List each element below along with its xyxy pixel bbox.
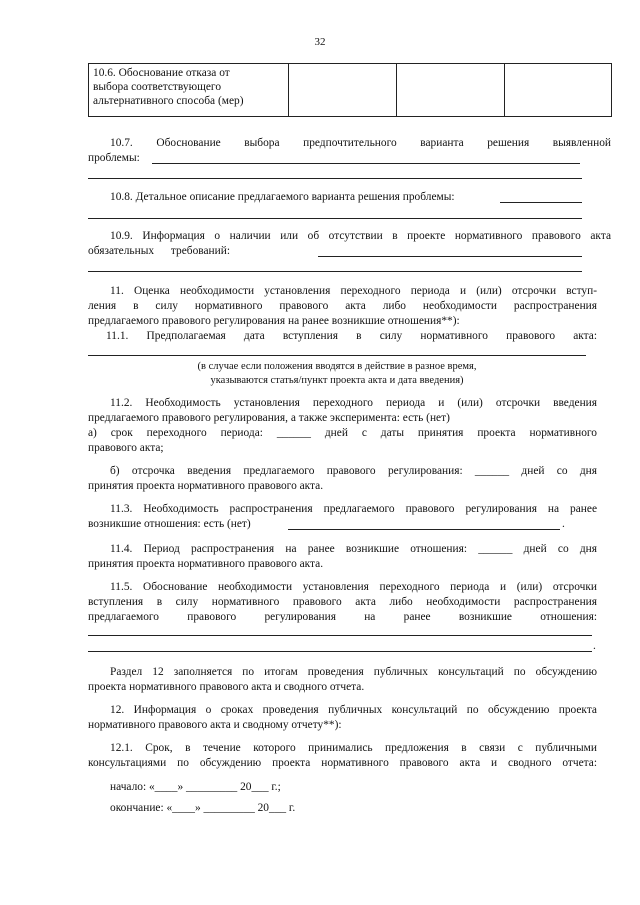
section-11-1-note1: (в случае если положения вводятся в действие в разное время, [197, 361, 477, 372]
section-11-5-line2: вступления в силу нормативного правового акта либо необходимости распространения [88, 596, 597, 608]
section-11-5-line3: предлагаемого правового регулирования на ранее возникшие отношения: [88, 611, 597, 623]
section-11-2-b1: б) отсрочка введения предлагаемого правового регулирования: ______ дней со дня [110, 465, 597, 477]
section-12-1-line1: 12.1. Срок, в течение которого принимались предложения в связи с публичными [110, 742, 597, 754]
section-12-1-end-date[interactable]: окончание: «____» _________ 20___ г. [110, 802, 296, 814]
answer-line[interactable] [152, 163, 580, 164]
section-10-7-line2: проблемы: [88, 152, 140, 164]
alternatives-table [88, 63, 612, 117]
answer-line[interactable] [88, 355, 586, 356]
table-row-label-line: альтернативного способа (мер) [93, 95, 244, 107]
section-11-line3: предлагаемого правового регулирования на ранее возникшие отношения**): [88, 315, 460, 327]
table-row-label [89, 64, 289, 117]
section-11-5-line1: 11.5. Обоснование необходимости установления переходного периода и (или) отсрочки [110, 581, 597, 593]
section-11-2-line1: 11.2. Необходимость установления переходного периода и (или) отсрочки введения [110, 397, 597, 409]
section-10-9-line1: 10.9. Информация о наличии или об отсутствии в проекте нормативного правового акта [110, 230, 611, 242]
table-row-label-line: 10.6. Обоснование отказа от [93, 67, 230, 79]
section-11-2-a1: а) срок переходного периода: ______ дней с даты принятия проекта нормативного [88, 427, 597, 439]
table-cell-empty[interactable] [289, 64, 397, 117]
section-11-3-line1: 11.3. Необходимость распространения предлагаемого правового регулирования на ранее [110, 503, 597, 515]
answer-line[interactable] [88, 178, 582, 179]
section-10-7-line1: 10.7. Обоснование выбора предпочтительного варианта решения выявленной [110, 137, 611, 149]
section-11-3-end: . [562, 518, 565, 530]
section-11-line2: ления в силу нормативного правового акта либо необходимости распространения [88, 300, 597, 312]
section-11-2-b2: принятия проекта нормативного правового акта. [88, 480, 324, 492]
answer-line[interactable] [88, 635, 592, 636]
section-12-intro-line2: проекта нормативного правового акта и сводного отчета. [88, 681, 365, 693]
section-11-1-line1: 11.1. Предполагаемая дата вступления в силу нормативного правового акта: [106, 330, 597, 342]
section-12-line1: 12. Информация о сроках проведения публичных консультаций по обсуждению проекта [110, 704, 597, 716]
table-cell-empty[interactable] [397, 64, 505, 117]
answer-line[interactable] [318, 256, 582, 257]
section-12-1-line2: консультациями по обсуждению проекта нормативного правового акта и сводного отчета: [88, 757, 597, 769]
section-11-5-end: . [593, 640, 596, 652]
section-11-2-line2: предлагаемого правового регулирования, а также эксперимента: есть (нет) [88, 412, 450, 424]
answer-line[interactable] [500, 202, 582, 203]
answer-line[interactable] [288, 529, 560, 530]
section-11-4-line1: 11.4. Период распространения на ранее возникшие отношения: ______ дней со дня [110, 543, 597, 555]
answer-line[interactable] [88, 651, 592, 652]
answer-line[interactable] [88, 271, 582, 272]
table-cell-empty[interactable] [505, 64, 612, 117]
section-12-line2: нормативного правового акта и сводному отчету**): [88, 719, 342, 731]
section-11-3-line2: возникшие отношения: есть (нет) [88, 518, 251, 530]
section-11-1-note2: указываются статья/пункт проекта акта и дата введения) [210, 375, 464, 386]
section-12-1-start-date[interactable]: начало: «____» _________ 20___ г.; [110, 781, 281, 793]
page-number: 32 [314, 36, 326, 48]
section-12-intro-line1: Раздел 12 заполняется по итогам проведения публичных консультаций по обсуждению [110, 666, 597, 678]
section-11-4-line2: принятия проекта нормативного правового акта. [88, 558, 324, 570]
section-10-8-line1: 10.8. Детальное описание предлагаемого варианта решения проблемы: [110, 191, 455, 203]
section-10-9-line2: обязательных требований: [88, 245, 231, 257]
section-11-line1: 11. Оценка необходимости установления переходного периода и (или) отсрочки вступ- [110, 285, 597, 297]
section-11-2-a2: правового акта; [88, 442, 164, 454]
table-row-label-line: выбора соответствующего [93, 81, 222, 93]
answer-line[interactable] [88, 218, 582, 219]
